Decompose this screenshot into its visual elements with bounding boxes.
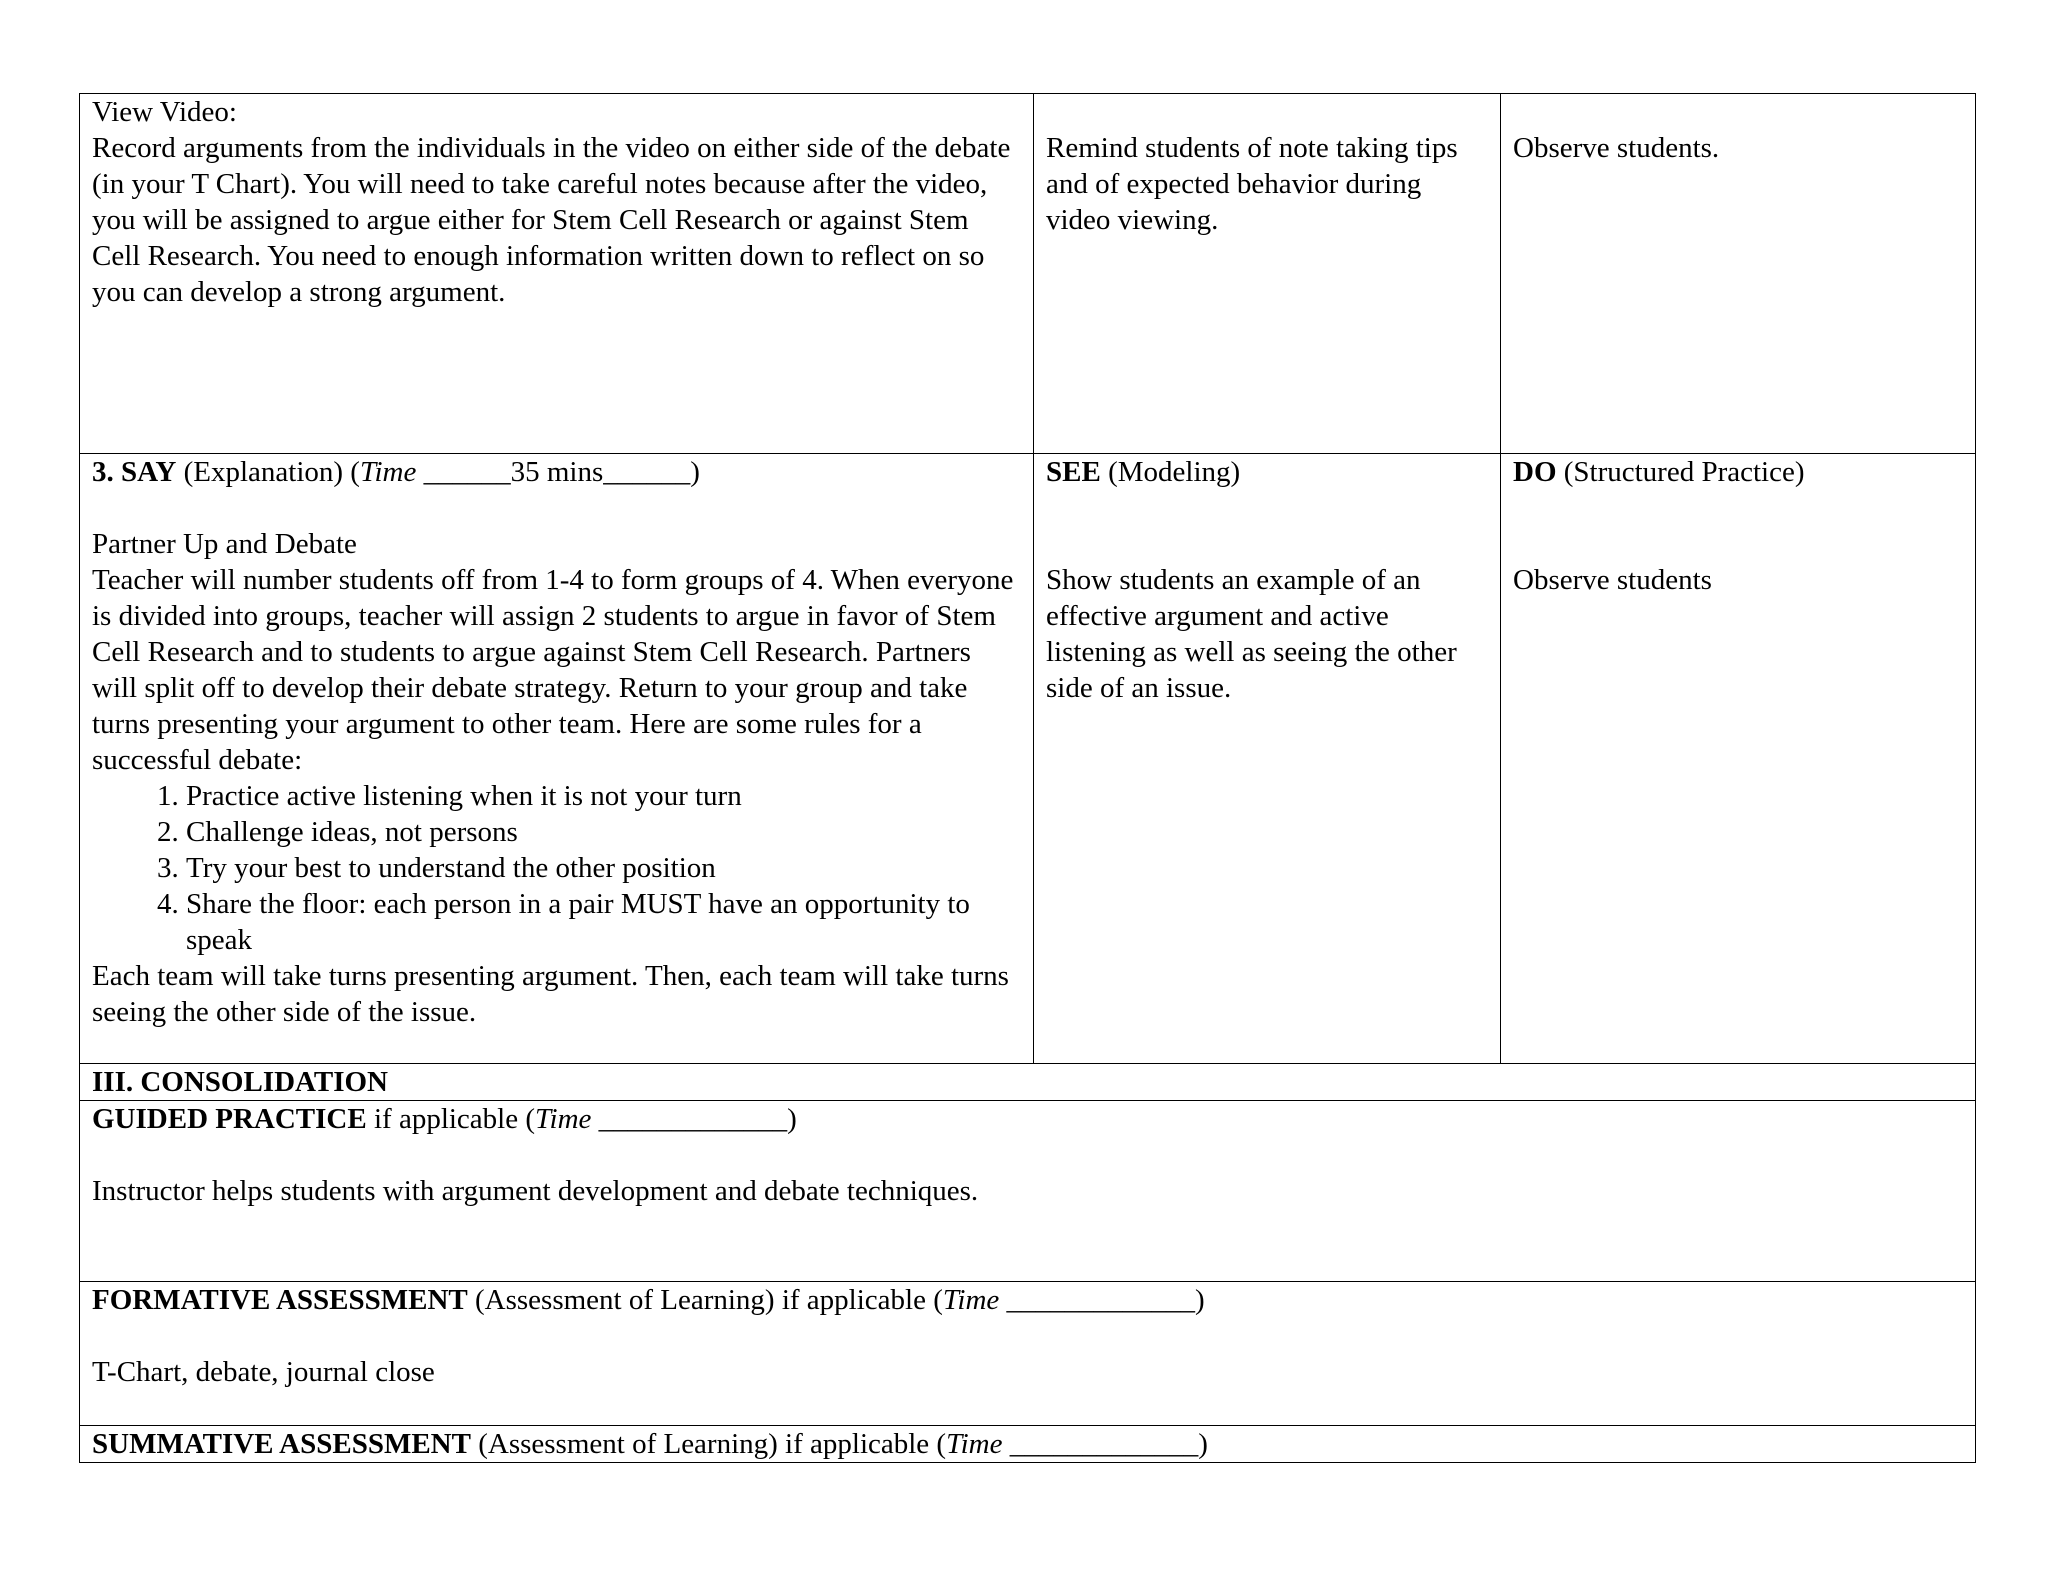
- formative-heading-rest: (Assessment of Learning) if applicable (: [467, 1284, 943, 1316]
- guided-practice-body: Instructor helps students with argument development and debate techniques.: [92, 1175, 979, 1207]
- formative-time-value: _____________): [999, 1284, 1205, 1316]
- lesson-plan-table: [79, 93, 1976, 1463]
- say-heading-bold: 3. SAY: [92, 456, 177, 488]
- do-cell: [1501, 454, 1976, 1064]
- formative-assessment-body: T-Chart, debate, journal close: [92, 1356, 435, 1388]
- say-heading-rest: (Explanation) (: [176, 456, 360, 488]
- do-heading: [1513, 454, 1963, 490]
- list-item: 3. Try your best to understand the other position: [186, 850, 1021, 886]
- observe-text-video: Observe students.: [1513, 132, 1720, 164]
- say-body: Teacher will number students off from 1-4 to form groups of 4. When everyone is divided into groups, teacher will assign 2 students to argue in favor of Stem Cell Research and to students to argue against Stem Cell Research. Partners will split off to develop their debate strategy. Return to your group and take turns presenting your argument to other team. Here are some rules for a successful debate:: [92, 564, 1014, 776]
- observe-cell-video: [1501, 94, 1976, 454]
- guided-heading-bold: GUIDED PRACTICE: [92, 1103, 367, 1135]
- say-time-value: ______35 mins______): [416, 456, 700, 488]
- view-video-row: [80, 94, 1976, 454]
- summative-time-label: Time: [946, 1428, 1003, 1460]
- summative-assessment-heading: [92, 1426, 1963, 1462]
- summative-assessment-cell: [80, 1426, 1976, 1463]
- say-subtitle: Partner Up and Debate: [92, 528, 357, 560]
- do-heading-rest: (Structured Practice): [1556, 456, 1805, 488]
- consolidation-row: [80, 1064, 1976, 1101]
- summative-heading-bold: SUMMATIVE ASSESSMENT: [92, 1428, 471, 1460]
- list-item: 2. Challenge ideas, not persons: [186, 814, 1021, 850]
- formative-time-label: Time: [942, 1284, 1000, 1316]
- consolidation-cell: [80, 1064, 1976, 1101]
- say-see-do-row: [80, 454, 1976, 1064]
- say-heading: [92, 454, 1021, 490]
- see-cell: [1034, 454, 1501, 1064]
- see-heading: [1046, 454, 1488, 490]
- do-body: Observe students: [1513, 564, 1712, 596]
- teacher-reminder-cell: [1034, 94, 1501, 454]
- teacher-reminder-text: Remind students of note taking tips and of expected behavior during video viewing.: [1046, 132, 1458, 236]
- formative-assessment-cell: [80, 1282, 1976, 1426]
- summative-assessment-row: [80, 1426, 1976, 1463]
- guided-time-value: _____________): [591, 1103, 797, 1135]
- formative-assessment-heading: [92, 1282, 1963, 1318]
- list-item: 4. Share the floor: each person in a pair MUST have an opportunity to speak: [186, 886, 1021, 958]
- see-heading-bold: SEE: [1046, 456, 1101, 488]
- view-video-instructions: Record arguments from the individuals in the video on either side of the debate (in your T Chart). You will need to take careful notes because after the video, you will be assigned to argue either for Stem Cell Research or against Stem Cell Research. You need to enough information written down to reflect on so you can develop a strong argument.: [92, 132, 1011, 308]
- guided-practice-row: [80, 1101, 1976, 1282]
- say-cell: [80, 454, 1034, 1064]
- guided-practice-heading: [92, 1101, 1963, 1137]
- say-time-label: Time: [359, 456, 417, 488]
- guided-time-label: Time: [535, 1103, 592, 1135]
- consolidation-heading: III. CONSOLIDATION: [92, 1066, 388, 1098]
- guided-heading-rest: if applicable (: [366, 1103, 536, 1135]
- see-body: Show students an example of an effective argument and active listening as well as seeing the other side of an issue.: [1046, 564, 1457, 704]
- guided-practice-cell: [80, 1101, 1976, 1282]
- do-heading-bold: DO: [1513, 456, 1557, 488]
- summative-heading-rest: (Assessment of Learning) if applicable (: [470, 1428, 947, 1460]
- formative-assessment-row: [80, 1282, 1976, 1426]
- say-closing: Each team will take turns presenting argument. Then, each team will take turns seeing the other side of the issue.: [92, 960, 1009, 1028]
- debate-rules-list: [92, 778, 1021, 958]
- formative-heading-bold: FORMATIVE ASSESSMENT: [92, 1284, 468, 1316]
- summative-time-value: _____________): [1002, 1428, 1208, 1460]
- view-video-cell: [80, 94, 1034, 454]
- list-item: 1. Practice active listening when it is not your turn: [186, 778, 1021, 814]
- view-video-heading: View Video:: [92, 96, 237, 128]
- see-heading-rest: (Modeling): [1100, 456, 1241, 488]
